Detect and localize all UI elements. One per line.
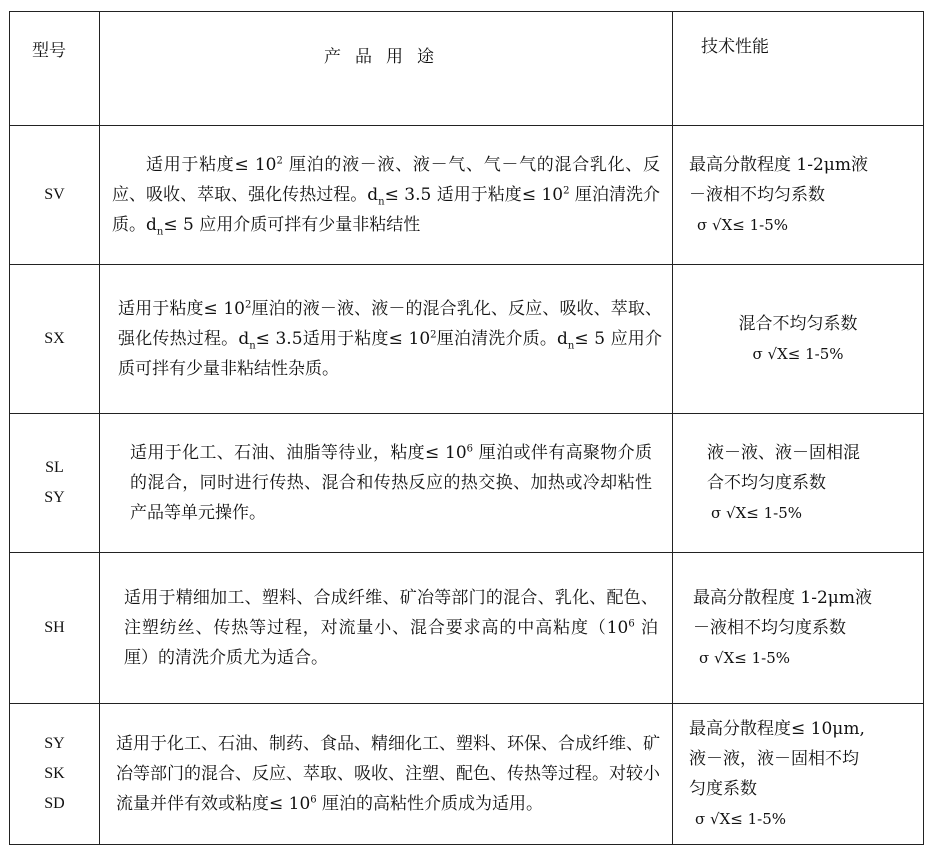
table-row (10, 126, 924, 265)
model-cell (10, 126, 100, 265)
use-cell: 适用于粘度≤ $10^2$ 厘泊的液－液、液－气、气－气的混合乳化、反应、吸收、萃取、强化传热过程。$d_n\le 3.5$ 适用于粘度≤ $10^2$ 厘泊清洗介质。$d_n\le 5$ 应用介质可拌有少量非粘结性 (100, 126, 673, 265)
product-spec-table (9, 11, 924, 845)
model-cell (10, 414, 100, 553)
use-cell: 适用于粘度≤ $10^2$厘泊的液－液、液－的混合乳化、反应、吸收、萃取、强化传热过程。$d_n\le 3.5$适用于粘度≤ $10^2$厘泊清洗介质。$d_n\le 5$ 应用介质可拌有少量非粘结性杂质。 (100, 265, 673, 414)
header-model: 型号 (10, 12, 100, 126)
model-code: SX (44, 330, 65, 347)
model-code: SY (44, 735, 65, 752)
use-cell: 适用于化工、石油、油脂等待业，粘度≤ $10^6$ 厘泊或伴有高聚物介质的混合，同时进行传热、混合和传热反应的热交换、加热或冷却粘性产品等单元操作。 (100, 414, 673, 553)
table-row (10, 414, 924, 553)
use-cell: 适用于化工、石油、制药、食品、精细化工、塑料、环保、合成纤维、矿冶等部门的混合、反应、萃取、吸收、注塑、配色、传热等过程。对较小流量并伴有效或粘度≤ $10^6$ 厘泊的高粘性介质成为适用。 (100, 704, 673, 845)
model-code: SL (45, 459, 64, 476)
model-code: SD (44, 795, 65, 812)
model-code: SH (44, 619, 65, 636)
header-row (10, 12, 924, 126)
model-code: SK (44, 765, 65, 782)
model-code: SY (44, 489, 65, 506)
model-cell (10, 553, 100, 704)
model-cell (10, 704, 100, 845)
performance-cell: 最高分散程度≤ 10μm, 液－液，液－固相不均 匀度系数 σ √X≤ 1-5% (673, 704, 924, 845)
header-use: 产品用途 (100, 12, 673, 126)
use-cell: 适用于精细加工、塑料、合成纤维、矿冶等部门的混合、乳化、配色、注塑纺丝、传热等过程，对流量小、混合要求高的中高粘度（$10^6$ 泊厘）的清洗介质尤为适合。 (100, 553, 673, 704)
model-code: SV (44, 186, 65, 203)
performance-cell: 最高分散程度 1-2μm液 －液相不均匀系数 σ √X≤ 1-5% (673, 126, 924, 265)
table-row (10, 265, 924, 414)
model-cell (10, 265, 100, 414)
performance-cell: 混合不均匀系数 σ √X≤ 1-5% (673, 265, 924, 414)
performance-cell: 液－液、液－固相混 合不均匀度系数 σ √X≤ 1-5% (673, 414, 924, 553)
performance-cell: 最高分散程度 1-2μm液 －液相不均匀度系数 σ √X≤ 1-5% (673, 553, 924, 704)
table-row (10, 704, 924, 845)
table-row (10, 553, 924, 704)
header-performance: 技术性能 (673, 12, 924, 126)
